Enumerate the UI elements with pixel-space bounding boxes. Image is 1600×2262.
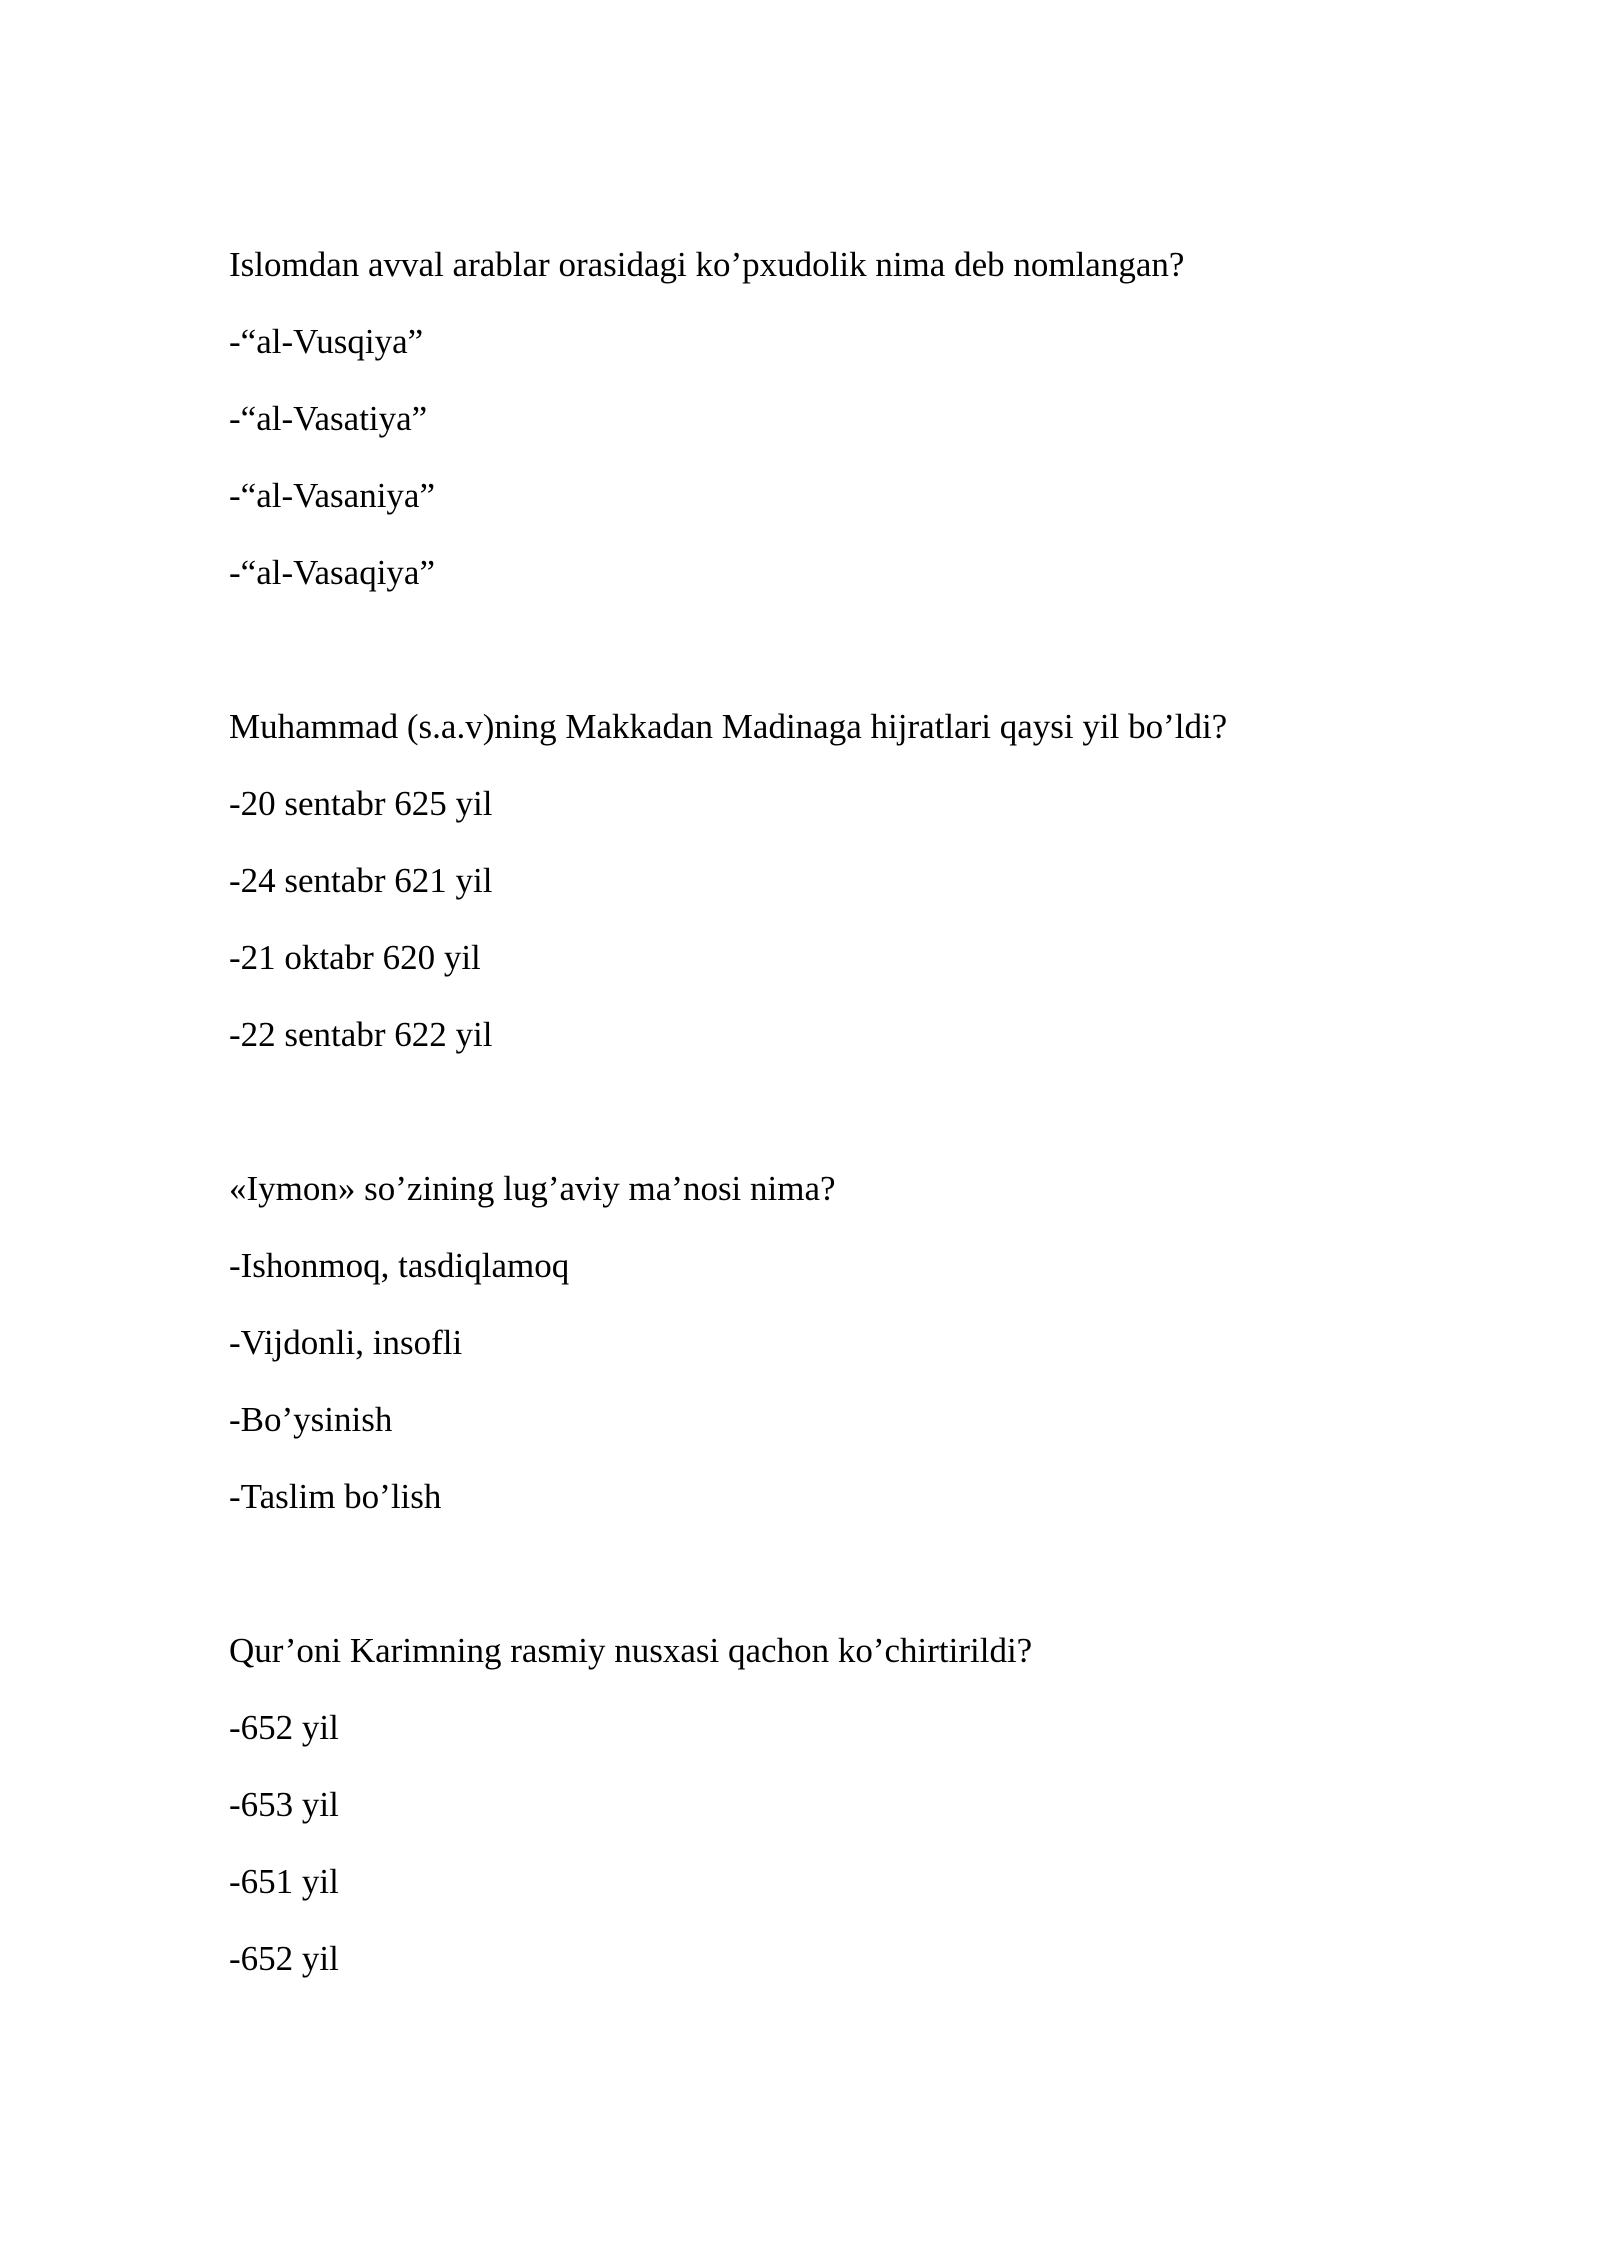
question-text: Qur’oni Karimning rasmiy nusxasi qachon ko’chirtirildi?	[229, 1631, 1033, 1670]
question-list	[229, 226, 1429, 2074]
question-text: Muhammad (s.a.v)ning Makkadan Madinaga hijratlari qaysi yil bo’ldi?	[229, 707, 1228, 746]
question-block-4	[229, 1612, 1429, 1997]
answer-option: -651 yil	[229, 1862, 339, 1901]
answer-option: -“al-Vusqiya”	[229, 322, 424, 361]
answer-option: -Taslim bo’lish	[229, 1477, 442, 1516]
answer-option: -652 yil	[229, 1939, 339, 1978]
answer-option: -22 sentabr 622 yil	[229, 1015, 493, 1054]
answer-option: -20 sentabr 625 yil	[229, 784, 493, 823]
question-block-3	[229, 1150, 1429, 1535]
answer-option: -Vijdonli, insofli	[229, 1323, 463, 1362]
answer-option: -21 oktabr 620 yil	[229, 938, 481, 977]
question-text: «Iymon» so’zining lug’aviy ma’nosi nima?	[229, 1169, 836, 1208]
answer-option: -24 sentabr 621 yil	[229, 861, 493, 900]
answer-option: -652 yil	[229, 1708, 339, 1747]
answer-option: -Bo’ysinish	[229, 1400, 393, 1439]
answer-option: -“al-Vasaqiya”	[229, 553, 435, 592]
question-text: Islomdan avval arablar orasidagi ko’pxudolik nima deb nomlangan?	[229, 245, 1185, 284]
answer-option: -653 yil	[229, 1785, 339, 1824]
question-block-2	[229, 688, 1429, 1073]
answer-option: -“al-Vasatiya”	[229, 399, 428, 438]
answer-option: -Ishonmoq, tasdiqlamoq	[229, 1246, 570, 1285]
question-block-1	[229, 226, 1429, 611]
answer-option: -“al-Vasaniya”	[229, 476, 435, 515]
